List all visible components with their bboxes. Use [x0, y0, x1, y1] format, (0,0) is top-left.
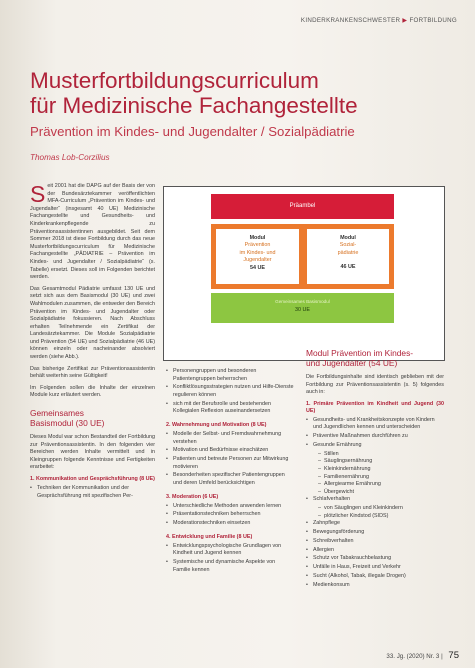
nutrition-sublist: [306, 451, 444, 497]
sec4-list: [166, 543, 294, 575]
box-hours: 54 UE: [250, 264, 265, 271]
list-item: • Sucht (Alkohol, Tabak, illegale Drogen): [306, 573, 444, 581]
sec3-title: 3. Moderation (6 UE): [166, 493, 219, 500]
paragraph-2: Das Gesamtmodul Pädiatrie umfasst 130 UE und setzt sich aus dem Basismodul (30 UE) und zwei Wahlmodulen zusammen, die entweder den Bereich Prävention im Kindes- und Jugendalter oder Sozialpädiatrie fokussieren. Nach Abschluss erhalten Teilnehmende ein Zertifikat der Landesärztekammer. Die Module Sozialpädiatrie und Prävention (54 UE) und Sozialpädiatrie (46 UE) können einzeln oder nacheinander absolviert werden (siehe Abb.).: [30, 285, 155, 361]
section-tag: [301, 17, 457, 24]
column-2: [166, 368, 294, 576]
sub-item: – Kleinkindernährung: [318, 466, 444, 474]
list-item: • Bewegungsförderung: [306, 529, 444, 537]
sec1-cont-list: [166, 368, 294, 416]
list-item: • Schreibverhalten: [306, 538, 444, 546]
sec4-title: 4. Entwicklung und Familie (8 UE): [166, 533, 253, 540]
box-line: Modul: [249, 235, 266, 241]
sub-item: – von Säuglingen und Kleinkindern: [318, 505, 444, 513]
sub-item: – Familienernährung: [318, 474, 444, 482]
sec1-list: [30, 485, 155, 500]
diagram-socialpediatrics-box: [307, 229, 389, 284]
sleep-sublist: [306, 505, 444, 520]
article-author: Thomas Lob-Corzilius: [30, 153, 110, 162]
box-line: im Kindes- und: [239, 249, 276, 256]
diagram-prevention-box: [216, 229, 299, 284]
list-item: • Unterschiedliche Methoden anwenden lernen: [166, 503, 294, 511]
diagram-preamble: Präambel: [211, 194, 394, 219]
list-item: • Entwicklungspsychologische Grundlagen von Kindheit und Jugend kennen: [166, 543, 294, 558]
box-line: pädiatrie: [337, 249, 359, 256]
list-item: • Patienten und betreute Personen zur Mitwirkung motivieren: [166, 456, 294, 471]
basis-heading-line-1: Gemeinsames: [30, 408, 84, 419]
sec2-title: 2. Wahrnehmung und Motivation (8 UE): [166, 421, 267, 428]
sub-item: – Stillen: [318, 451, 444, 459]
basis-label: Gemeinsames Basismodul: [275, 299, 330, 304]
section-name: FORTBILDUNG: [409, 17, 457, 24]
sub-item: – Säuglingsernährung: [318, 458, 444, 466]
sub-item: – plötzlicher Kindstod (SIDS): [318, 513, 444, 521]
list-item: • Präventive Maßnahmen durchführen zu: [306, 433, 444, 441]
prev-sec1-title: 1. Primäre Prävention im Kindheit und Jugend (30 UE): [306, 400, 444, 414]
article-subtitle: Prävention im Kindes- und Jugendalter / Sozialpädiatrie: [30, 124, 355, 139]
title-line-1: Musterfortbildungscurriculum: [30, 68, 319, 93]
title-line-2: für Medizinische Fachangestellte: [30, 93, 358, 118]
paragraph-4: Im Folgenden sollen die Inhalte der einzelnen Module kurz erläutert werden.: [30, 384, 155, 399]
module-diagram: [163, 186, 445, 361]
box-line: Modul: [340, 235, 356, 241]
box-line: Jugendalter: [243, 257, 272, 264]
basis-heading: [30, 408, 155, 428]
list-item: • Schlafverhalten: [306, 496, 444, 504]
prevention-intro: Die Fortbildungsinhalte sind identisch geblieben mit der Fortbildung zur Präventionsassistentin (s. 5) folgendes auch in:: [306, 374, 444, 396]
list-item: • Techniken der Kommunikation und der Gesprächsführung mit spezifischen Per-: [30, 485, 155, 500]
list-item: • Schutz vor Tabakrauchbelastung: [306, 555, 444, 563]
box-hours: 46 UE: [340, 264, 356, 271]
column-3: [306, 348, 444, 591]
list-item: • Gesunde Ernährung: [306, 442, 444, 450]
list-item: • Präsentationstechniken beherrschen: [166, 511, 294, 519]
intro-text: eit 2001 hat die DAPG auf der Basis der von der Bundesärztekammer veröffentlichten MFA-Curriculum „Prävention im Kindes- und Jugendalter“ (insgesamt 40 UE) Medizinische Fachangestellte und Gesundheits- und Kinderkrankenpflegende zu Präventionsassistentinnen ausgebildet. Seit dem Sommer 2018 ist diese Fortbildung durch das neue Musterfortbildungscurriculum für Medizinische Fachangestellte „PÄDIATRIE – Prävention im Kindes- und Jugendalter / Sozialpädiatrie“ (s. Tabelle) ersetzt. Dieses soll im Folgenden berichtet werden.: [30, 183, 155, 281]
sub-item: – Übergewicht: [318, 489, 444, 497]
prevention-module-heading: [306, 348, 444, 368]
basis-intro: Dieses Modul war schon Bestandteil der Fortbildung zur Präventionsassistentin. In den folgenden vier Bereichen werden Inhalte vermittelt und in Kleingruppen folgende Kenntnisse und Fertigkeiten erarbeitet:: [30, 434, 155, 471]
drop-cap: S: [30, 181, 46, 207]
box-line: Sozial-: [339, 242, 357, 249]
section-prefix: KINDERKRANKENSCHWESTER: [300, 17, 401, 24]
sec2-list: [166, 431, 294, 488]
basis-heading-line-2: Basismodul (30 UE): [30, 418, 105, 429]
page-footer: [386, 650, 459, 661]
list-item: • Systemische und dynamische Aspekte von Familie kennen: [166, 559, 294, 574]
list-item: • Motivation und Bedürfnisse einschätzen: [166, 447, 294, 455]
diagram-basis-bar: [211, 293, 394, 323]
intro-paragraph: [30, 183, 155, 282]
list-item: • Zahnpflege: [306, 520, 444, 528]
heading-line-2: und Jugendalter (54 UE): [306, 358, 398, 368]
list-item: • Modelle der Selbst- und Fremdwahrnehmung verstehen: [166, 431, 294, 446]
article-title: [30, 68, 460, 118]
sub-item: – Allergiearme Ernährung: [318, 481, 444, 489]
list-item: • Gesundheits- und Krankheitskonzepte von Kindern und Jugendlichen kennen und unterscheiden: [306, 417, 444, 432]
basis-hours: 30 UE: [295, 307, 310, 313]
list-item: • Moderationstechniken einsetzen: [166, 520, 294, 528]
list-item: • sich mit der Berufsrolle und bestehenden Kollegialen Reflexion auseinandersetzen: [166, 401, 294, 416]
topics-list: [306, 520, 444, 589]
list-item: • Personengruppen und besonderen Patientengruppen beherrschen: [166, 368, 294, 383]
list-item: • Unfälle in Haus, Freizeit und Verkehr: [306, 564, 444, 572]
prev-sec1-list: [306, 417, 444, 450]
heading-line-1: Modul Prävention im Kindes-: [306, 348, 414, 358]
page-number: 75: [448, 650, 459, 661]
triangle-icon: ▶: [402, 17, 408, 24]
sec3-list: [166, 503, 294, 528]
column-1: [30, 183, 155, 501]
box-line: Prävention: [244, 242, 271, 249]
list-item: • Medienkonsum: [306, 582, 444, 590]
list-item: • Allergien: [306, 547, 444, 555]
sleep-list: [306, 496, 444, 504]
paragraph-3: Das bisherige Zertifikat zur Präventionsassistentin behält weiterhin seine Gültigkeit!: [30, 365, 155, 380]
issue-info: 33. Jg. (2020) Nr. 3 |: [386, 653, 443, 660]
list-item: • Besonderheiten spezifischer Patientengruppen und deren Umfeld berücksichtigen: [166, 472, 294, 487]
diagram-modules: [211, 224, 394, 289]
list-item: • Konfliktlösungsstrategien nutzen und Hilfe-Dienste regulieren können: [166, 384, 294, 399]
sec1-title: 1. Kommunikation und Gesprächsführung (8 UE): [30, 476, 155, 482]
